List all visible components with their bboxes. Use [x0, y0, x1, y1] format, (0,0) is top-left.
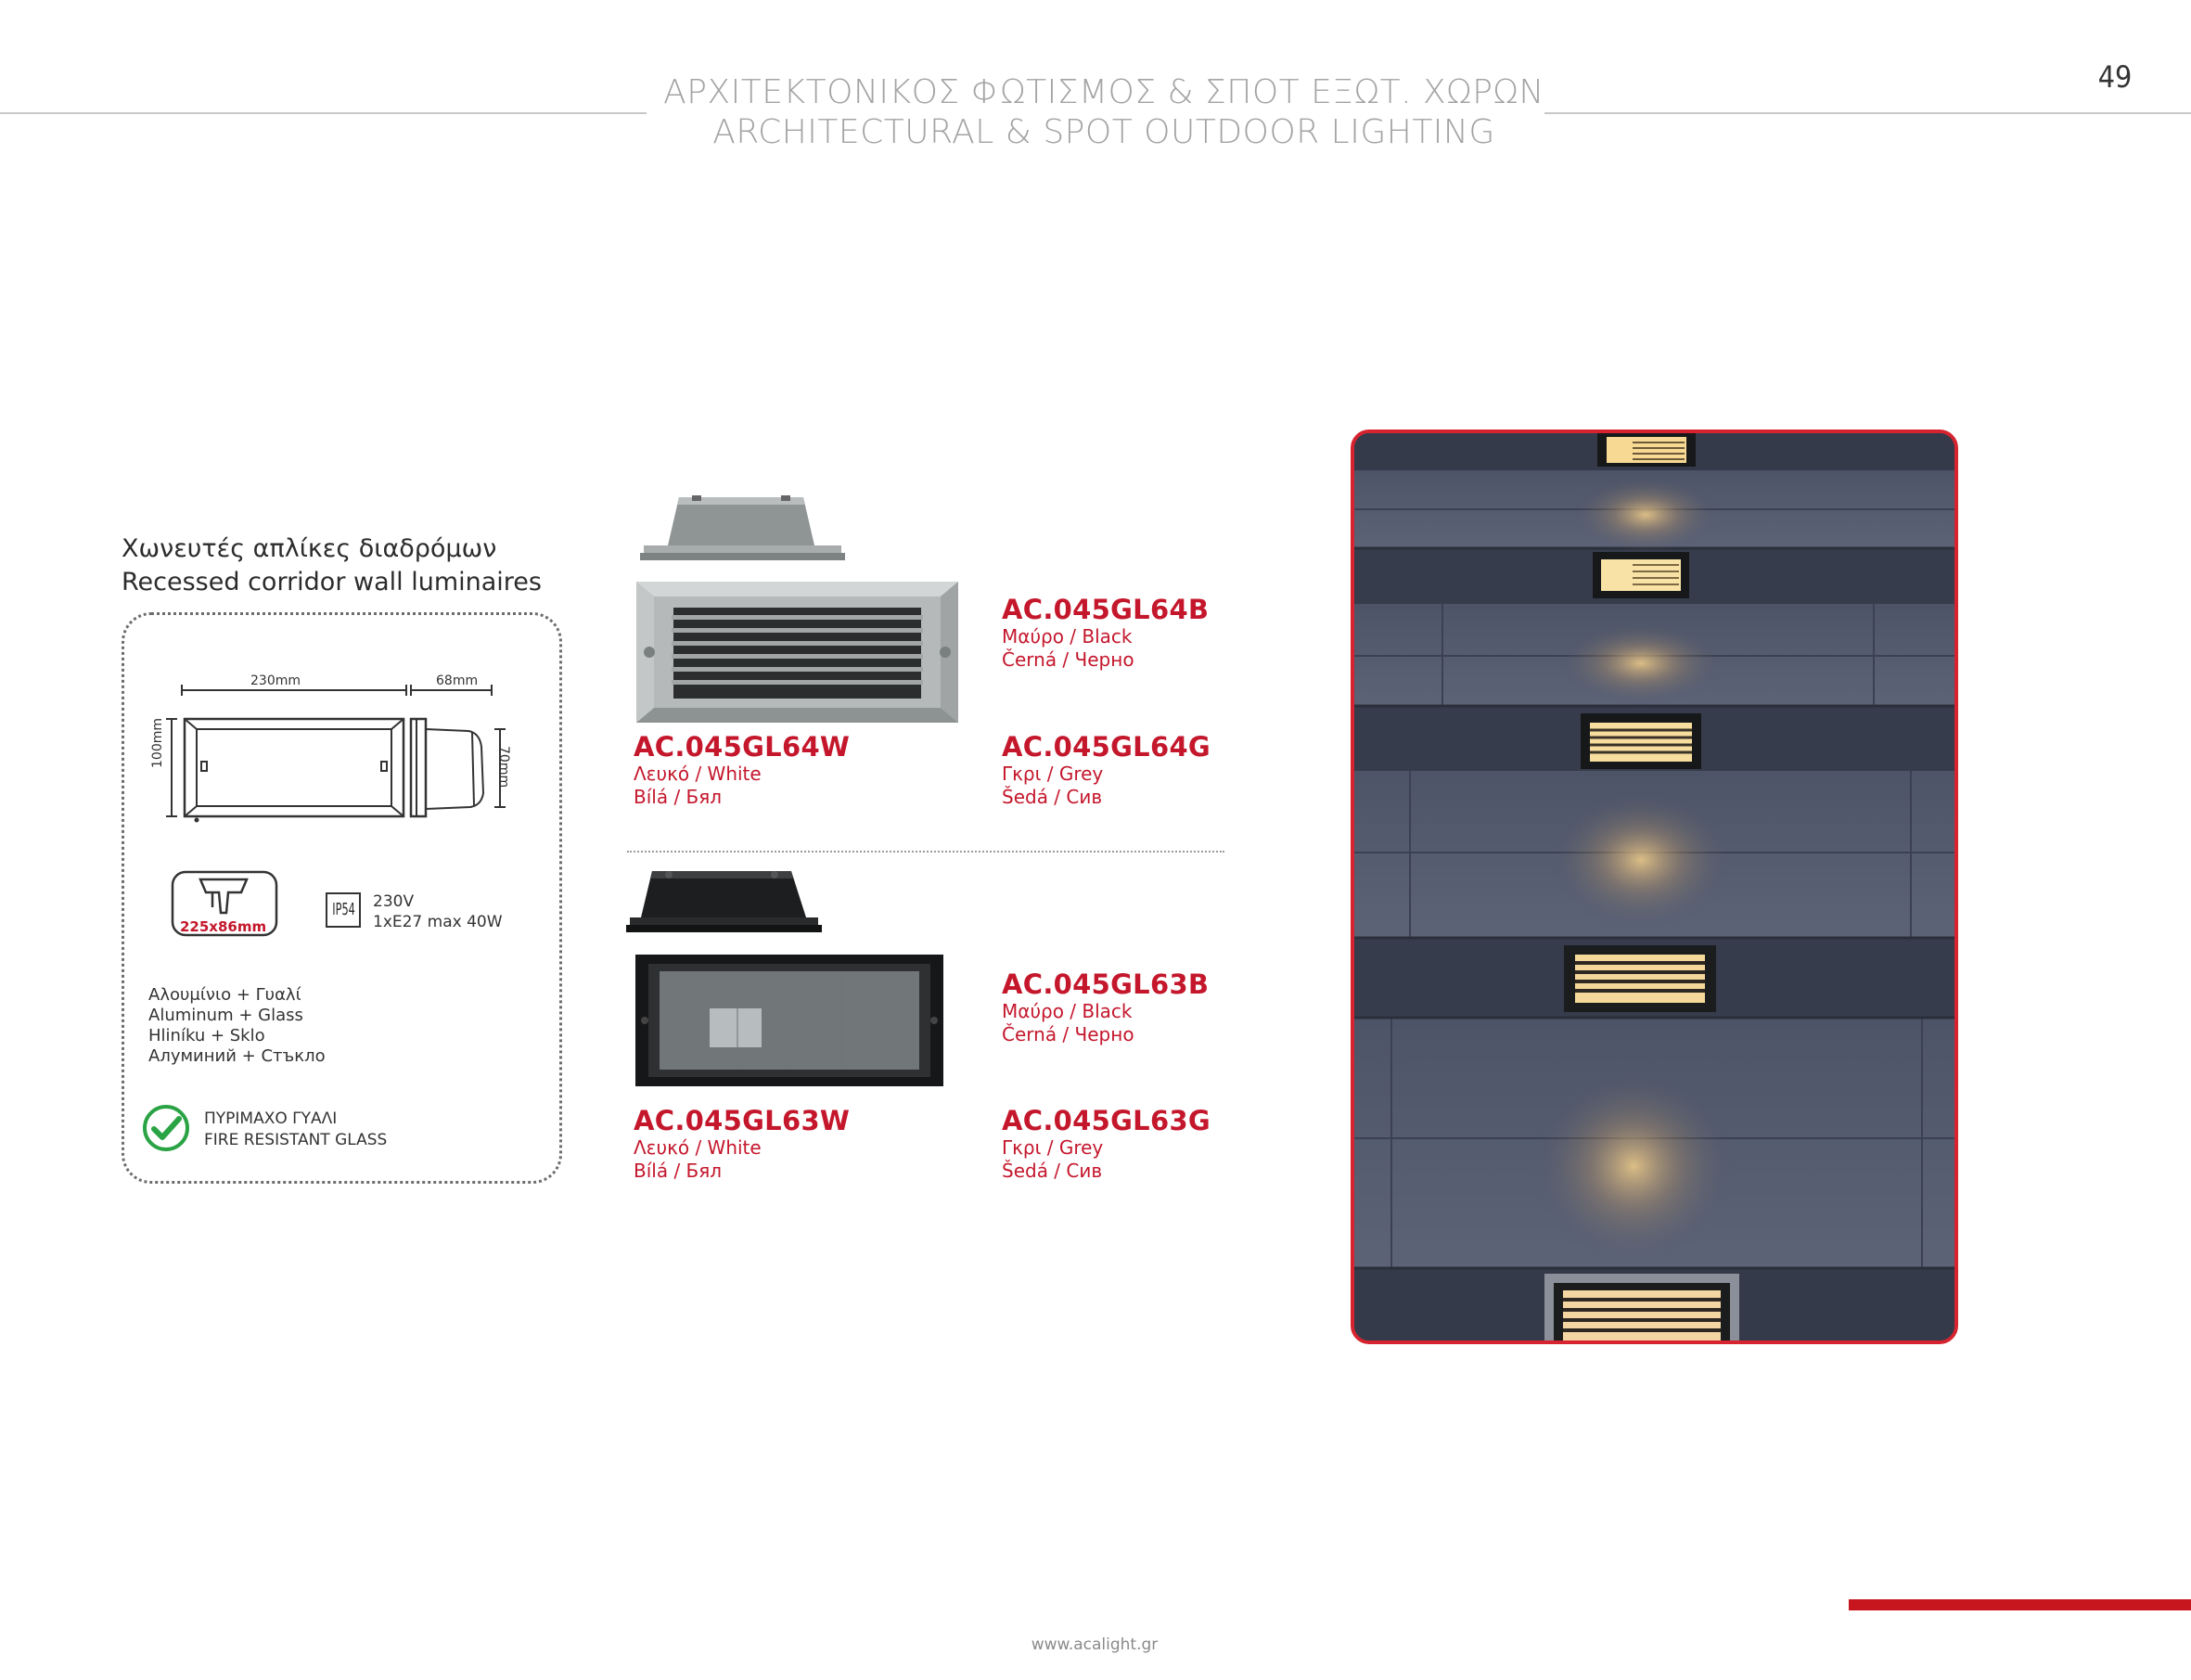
gl63-side-view-image — [624, 867, 824, 937]
product-color-gl63b: Μαύρο / Black — [1002, 1000, 1133, 1022]
footer-website-link[interactable]: www.acalight.gr — [1031, 1635, 1159, 1654]
header-title-greek: ΑΡΧΙΤΕΚΤΟΝΙΚΟΣ ΦΩΤΙΣΜΟΣ & ΣΠΟΤ ΕΞΩΤ. ΧΩΡΩΝ — [663, 73, 1544, 111]
material-line: Алуминий + Стъкло — [148, 1046, 326, 1066]
cutout-size-label: 225x86mm — [180, 918, 267, 935]
header-rule-right — [1544, 112, 2191, 114]
electrical-specs — [373, 891, 503, 932]
material-line: Hliníku + Sklo — [148, 1026, 265, 1045]
product-color-gl64g: Γκρι / Grey — [1002, 763, 1104, 785]
product-code-gl63g: AC.045GL63G — [1002, 1105, 1211, 1136]
materials-list — [148, 985, 326, 1067]
product-code-gl63w: AC.045GL63W — [634, 1105, 851, 1136]
width-label: 230mm — [250, 673, 301, 688]
staircase-photo — [1351, 430, 1958, 1344]
side-height-label: 70mm — [496, 746, 511, 789]
ip-rating-label: IP54 — [332, 900, 355, 919]
product-color-gl63b-alt: Černá / Черно — [1002, 1023, 1134, 1045]
staircase-illustration — [1354, 433, 1954, 1340]
ip-rating-badge — [326, 892, 361, 928]
material-line: Aluminum + Glass — [148, 1006, 303, 1025]
product-code-gl63b: AC.045GL63B — [1002, 968, 1210, 1000]
header-title-english: ARCHITECTURAL & SPOT OUTDOOR LIGHTING — [712, 113, 1495, 151]
product-color-gl63g-alt: Šedá / Сив — [1002, 1160, 1103, 1182]
product-code-gl64b: AC.045GL64B — [1002, 594, 1210, 625]
page-number: 49 — [2097, 59, 2133, 95]
section-title-english: Recessed corridor wall luminaires — [122, 568, 542, 596]
product-color-gl63w-alt: Bílá / Бял — [634, 1160, 723, 1182]
checkmark-icon — [142, 1104, 190, 1152]
product-code-gl64g: AC.045GL64G — [1002, 731, 1211, 763]
product-color-gl63g: Γκρι / Grey — [1002, 1136, 1104, 1159]
depth-label: 68mm — [436, 673, 479, 688]
product-color-gl64g-alt: Šedá / Сив — [1002, 786, 1103, 808]
section-title-greek: Χωνευτές απλίκες διαδρόμων — [122, 534, 497, 563]
voltage: 230V — [373, 892, 415, 911]
fire-note-greek: ΠΥΡΙΜΑΧΟ ΓΥΑΛΙ — [204, 1109, 338, 1128]
product-code-gl64w: AC.045GL64W — [634, 731, 851, 763]
gl64-front-view-image — [636, 582, 958, 723]
product-color-gl63w: Λευκό / White — [634, 1136, 762, 1159]
product-separator — [627, 851, 1224, 853]
gl64-side-view-image — [638, 492, 847, 566]
product-color-gl64b: Μαύρο / Black — [1002, 625, 1133, 648]
side-dimension-drawing — [404, 668, 510, 830]
lamp-spec: 1xE27 max 40W — [373, 913, 503, 931]
gl63-front-view-image — [635, 955, 943, 1086]
front-dimension-drawing — [158, 668, 417, 830]
fire-note-english: FIRE RESISTANT GLASS — [204, 1131, 388, 1149]
product-color-gl64b-alt: Černá / Черно — [1002, 648, 1134, 671]
product-color-gl64w-alt: Bílá / Бял — [634, 786, 723, 808]
material-line: Αλουμίνιο + Γυαλί — [148, 985, 301, 1005]
front-height-label: 100mm — [150, 718, 165, 768]
product-color-gl64w: Λευκό / White — [634, 763, 762, 785]
footer-accent-bar — [1849, 1599, 2191, 1610]
header-rule-left — [0, 112, 647, 114]
fire-resistant-note — [204, 1109, 387, 1151]
